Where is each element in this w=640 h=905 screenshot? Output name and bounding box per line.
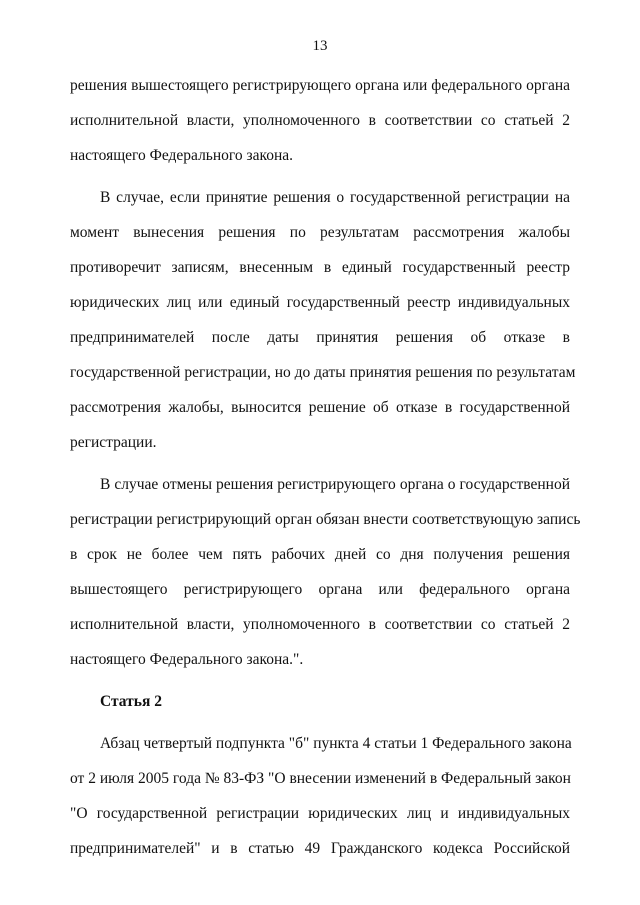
text-line: предпринимателей после даты принятия решения об отказе в (70, 329, 570, 346)
text-line: Абзац четвертый подпункта "б" пункта 4 статьи 1 Федерального закона (100, 735, 572, 752)
text-line: В случае отмены решения регистрирующего органа о государственной (100, 476, 570, 493)
text-line: в срок не более чем пять рабочих дней со дня получения решения (70, 546, 570, 563)
article-heading: Статья 2 (100, 693, 162, 710)
text-line: настоящего Федерального закона. (70, 147, 294, 164)
text-line: регистрации. (70, 434, 157, 451)
text-line: решения вышестоящего регистрирующего органа или федерального органа (70, 77, 570, 94)
text-line: от 2 июля 2005 года № 83-ФЗ "О внесении изменений в Федеральный закон (70, 770, 571, 787)
paragraph-continuation (70, 68, 570, 173)
text-line: "О государственной регистрации юридических лиц и индивидуальных (70, 805, 570, 822)
paragraph-conflict-case (70, 180, 576, 460)
text-line: противоречит записям, внесенным в единый государственный реестр (70, 259, 570, 276)
text-line: государственной регистрации, но до даты принятия решения по результатам (70, 364, 576, 381)
text-line: юридических лиц или единый государственный реестр индивидуальных (70, 294, 570, 311)
document-body (70, 68, 581, 866)
text-line: В случае, если принятие решения о государственной регистрации на (100, 189, 570, 206)
text-line: регистрации регистрирующий орган обязан внести соответствующую запись (70, 511, 581, 528)
text-line: вышестоящего регистрирующего органа или федерального органа (70, 581, 570, 598)
paragraph-cancellation-case (70, 467, 581, 677)
article-body (70, 726, 570, 866)
page-number: 13 (312, 38, 328, 54)
text-line: момент вынесения решения по результатам рассмотрения жалобы (70, 224, 570, 241)
text-line: рассмотрения жалобы, выносится решение об отказе в государственной (70, 399, 570, 416)
text-line: предпринимателей" и в статью 49 Гражданского кодекса Российской (70, 840, 570, 857)
text-line: исполнительной власти, уполномоченного в соответствии со статьей 2 (70, 112, 570, 129)
text-line: исполнительной власти, уполномоченного в соответствии со статьей 2 (70, 616, 570, 633)
text-line: настоящего Федерального закона.". (70, 651, 304, 668)
